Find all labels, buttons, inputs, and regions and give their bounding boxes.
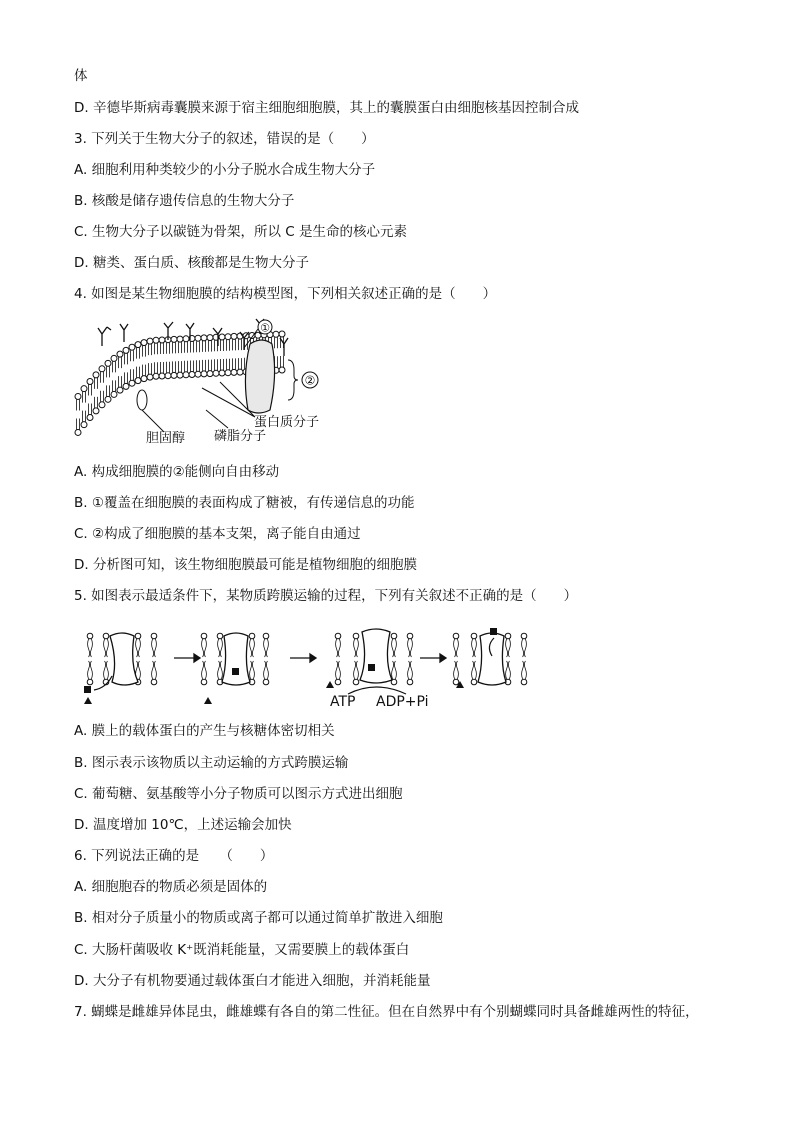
lipid-tail	[336, 661, 341, 679]
lipid-tail	[218, 661, 223, 679]
lipid-head	[391, 633, 397, 639]
lipid-tail	[104, 639, 109, 657]
lipid-head	[263, 679, 269, 685]
lipid-tail	[506, 639, 511, 657]
lipid-head	[111, 391, 117, 397]
label-cholesterol: 胆固醇	[146, 431, 186, 446]
lipid-head	[135, 342, 141, 348]
lipid-head	[87, 679, 93, 685]
lipid-head	[153, 373, 159, 379]
q6-option-a: A. 细胞胞吞的物质必须是固体的	[74, 879, 268, 895]
lipid-head	[279, 367, 285, 373]
lipid-head	[279, 331, 285, 337]
lipid-head	[471, 679, 477, 685]
lipid-head	[219, 370, 225, 376]
lipid-head	[237, 369, 243, 375]
lipid-tail	[472, 639, 477, 657]
lipid-head	[147, 338, 153, 344]
lipid-tail	[239, 358, 242, 369]
lipid-tail	[202, 661, 207, 679]
lipid-head	[103, 633, 109, 639]
lipid-tail	[454, 639, 459, 657]
lipid-head	[147, 374, 153, 380]
lipid-head	[201, 679, 207, 685]
lipid-head	[407, 633, 413, 639]
lipid-tail	[275, 337, 278, 348]
lipid-head	[453, 679, 459, 685]
lipid-tail	[101, 372, 104, 383]
lipid-tail	[95, 378, 98, 389]
lipid-head	[335, 679, 341, 685]
lipid-tail	[167, 362, 170, 373]
lipid-tail	[221, 340, 224, 351]
lipid-tail	[250, 661, 255, 679]
lipid-head	[141, 340, 147, 346]
leader-cholesterol	[142, 410, 164, 432]
lipid-tail	[137, 348, 140, 359]
lipid-tail	[77, 399, 80, 410]
lipid-head	[195, 371, 201, 377]
lipid-tail	[161, 343, 164, 354]
lipid-tail	[101, 391, 104, 402]
lipid-head	[87, 633, 93, 639]
lipid-tail	[107, 366, 110, 377]
lipid-tail	[506, 661, 511, 679]
lipid-head	[123, 347, 129, 353]
lipid-head	[521, 633, 527, 639]
lipid-head	[171, 372, 177, 378]
lipid-tail	[227, 359, 230, 370]
q5-option-d: D. 温度增加 10℃，上述运输会加快	[74, 817, 292, 833]
q3-option-a: A. 细胞利用种类较少的小分子脱水合成生物大分子	[74, 162, 376, 178]
lipid-tail	[95, 397, 98, 408]
lipid-tail	[209, 341, 212, 352]
lipid-tail	[131, 369, 134, 380]
lipid-tail	[155, 343, 158, 354]
lipid-tail	[88, 661, 93, 679]
lipid-tail	[173, 361, 176, 372]
lipid-head	[219, 334, 225, 340]
lipid-head	[249, 633, 255, 639]
lipid-tail	[89, 384, 92, 395]
lipid-tail	[167, 343, 170, 354]
lipid-head	[123, 383, 129, 389]
lipid-tail	[408, 639, 413, 657]
lipid-tail	[89, 403, 92, 414]
lipid-tail	[354, 661, 359, 679]
lipid-tail	[113, 361, 116, 372]
q4-option-a: A. 构成细胞膜的②能侧向自由移动	[74, 464, 280, 480]
lipid-head	[135, 633, 141, 639]
line-1: D. 辛德毕斯病毒囊膜来源于宿主细胞细胞膜，其上的囊膜蛋白由细胞核基因控制合成	[74, 100, 579, 116]
lipid-head	[189, 372, 195, 378]
lipid-head	[81, 422, 87, 428]
q3-option-c: C. 生物大分子以碳链为骨架，所以 C 是生命的核心元素	[74, 224, 408, 240]
lipid-tail	[250, 639, 255, 657]
lipid-head	[93, 408, 99, 414]
label-phospholipid: 磷脂分子	[214, 429, 267, 444]
lipid-head	[87, 378, 93, 384]
lipid-head	[177, 336, 183, 342]
lipid-tail	[203, 341, 206, 352]
lipid-head	[177, 372, 183, 378]
lipid-head	[165, 373, 171, 379]
lipid-tail	[83, 392, 86, 403]
lipid-tail	[155, 362, 158, 373]
lipid-tail	[149, 363, 152, 374]
lipid-tail	[209, 360, 212, 371]
lipid-head	[105, 360, 111, 366]
label-adp-pi: ADP+Pi	[376, 694, 429, 710]
lipid-tail	[408, 661, 413, 679]
q6-option-c: C. 大肠杆菌吸收 K⁺既消耗能量，又需要膜上的载体蛋白	[74, 942, 410, 958]
lipid-head	[407, 679, 413, 685]
question-4-stem: 4. 如图是某生物细胞膜的结构模型图，下列相关叙述正确的是（ ）	[74, 286, 497, 302]
label-protein: 蛋白质分子	[254, 415, 320, 430]
lipid-head	[159, 373, 165, 379]
callout-2-label: ②	[304, 373, 316, 388]
lipid-head	[213, 370, 219, 376]
lipid-head	[201, 633, 207, 639]
lipid-head	[111, 355, 117, 361]
lipid-head	[117, 387, 123, 393]
q3-option-b: B. 核酸是储存遗传信息的生物大分子	[74, 193, 295, 209]
lipid-head	[171, 336, 177, 342]
lipid-head	[75, 393, 81, 399]
lipid-head	[153, 337, 159, 343]
question-3-stem: 3. 下列关于生物大分子的叙述，错误的是（ ）	[74, 131, 375, 147]
carrier-proteins	[110, 629, 506, 685]
lipid-tail	[143, 365, 146, 376]
q3-option-d: D. 糖类、蛋白质、核酸都是生物大分子	[74, 255, 309, 271]
lipid-head	[81, 386, 87, 392]
lipid-tail	[215, 340, 218, 351]
lipid-tail	[522, 639, 527, 657]
lipid-tail	[185, 361, 188, 372]
lipid-tail	[472, 661, 477, 679]
lipid-tail	[119, 357, 122, 368]
lipid-head	[87, 414, 93, 420]
lipid-tail	[392, 661, 397, 679]
lipid-head	[141, 376, 147, 382]
lipid-tail	[152, 639, 157, 657]
lipid-head	[117, 351, 123, 357]
lipid-tail	[264, 661, 269, 679]
lipid-tail	[131, 350, 134, 361]
lipid-tail	[354, 639, 359, 657]
lipid-head	[93, 372, 99, 378]
lipid-head	[225, 334, 231, 340]
lipid-tail	[149, 344, 152, 355]
lipid-head	[105, 396, 111, 402]
lipid-tail	[137, 367, 140, 378]
lipid-tail	[185, 342, 188, 353]
line-0: 体	[74, 68, 88, 84]
membrane-lipids	[87, 633, 527, 685]
lipid-tail	[107, 385, 110, 396]
lipid-tail	[264, 639, 269, 657]
protein-molecule	[245, 340, 274, 413]
lipid-tail	[336, 639, 341, 657]
lipid-tail	[143, 346, 146, 357]
lipid-head	[135, 378, 141, 384]
lipid-head	[231, 369, 237, 375]
lipid-head	[151, 679, 157, 685]
bracket-2	[288, 360, 298, 400]
q6-option-d: D. 大分子有机物要通过载体蛋白才能进入细胞，并消耗能量	[74, 973, 431, 989]
lipid-head	[225, 370, 231, 376]
lipid-tail	[113, 380, 116, 391]
lipid-tail	[191, 361, 194, 372]
q5-option-a: A. 膜上的载体蛋白的产生与核糖体密切相关	[74, 723, 335, 739]
lipid-tail	[233, 339, 236, 350]
q5-option-c: C. 葡萄糖、氨基酸等小分子物质可以图示方式进出细胞	[74, 786, 403, 802]
leader-phospholipid	[206, 410, 228, 428]
lipid-head	[217, 633, 223, 639]
lipid-tail	[522, 661, 527, 679]
lipid-tail	[191, 342, 194, 353]
lipid-tail	[179, 342, 182, 353]
lipid-head	[471, 633, 477, 639]
lipid-tail	[202, 639, 207, 657]
lipid-head	[273, 331, 279, 337]
lipid-head	[231, 333, 237, 339]
lipid-tail	[136, 639, 141, 657]
lipid-tail	[152, 661, 157, 679]
lipid-tail	[88, 639, 93, 657]
membrane-figure	[72, 314, 352, 450]
q4-option-c: C. ②构成了细胞膜的基本支架，离子能自由通过	[74, 526, 361, 542]
lipid-head	[195, 335, 201, 341]
q6-option-b: B. 相对分子质量小的物质或离子都可以通过简单扩散进入细胞	[74, 910, 443, 926]
lipid-tail	[392, 639, 397, 657]
lipid-head	[129, 344, 135, 350]
lipid-tail	[179, 361, 182, 372]
lipid-head	[505, 633, 511, 639]
lipid-head	[151, 633, 157, 639]
lipid-head	[201, 371, 207, 377]
lipid-tail	[454, 661, 459, 679]
process-arrows	[174, 654, 446, 662]
lipid-tail	[119, 376, 122, 387]
question-7-stem: 7. 蝴蝶是雌雄异体昆虫，雌雄蝶有各自的第二性征。但在自然界中有个别蝴蝶同时具备雌雄两性的特征，	[74, 1004, 699, 1020]
cargo-molecules	[84, 628, 497, 704]
lipid-head	[183, 372, 189, 378]
lipid-tail	[77, 418, 80, 429]
lipid-tail	[161, 362, 164, 373]
lipid-head	[159, 337, 165, 343]
transport-figure	[76, 624, 546, 710]
question-5-stem: 5. 如图表示最适条件下，某物质跨膜运输的过程，下列有关叙述不正确的是（ ）	[74, 588, 578, 604]
lipid-tail	[233, 358, 236, 369]
lipid-head	[521, 679, 527, 685]
lipid-head	[453, 633, 459, 639]
q5-option-b: B. 图示表示该物质以主动运输的方式跨膜运输	[74, 755, 349, 771]
lipid-head	[335, 633, 341, 639]
lipid-head	[75, 429, 81, 435]
question-6-stem: 6. 下列说法正确的是 （ ）	[74, 848, 274, 864]
lipid-head	[207, 371, 213, 377]
callout-1-label: ①	[260, 321, 270, 335]
q4-option-d: D. 分析图可知，该生物细胞膜最可能是植物细胞的细胞膜	[74, 557, 417, 573]
lipid-head	[353, 633, 359, 639]
lipid-tail	[125, 353, 128, 364]
lipid-head	[99, 366, 105, 372]
lipid-tail	[173, 342, 176, 353]
lipid-head	[263, 633, 269, 639]
cholesterol-marker	[137, 390, 147, 410]
lipid-tail	[281, 356, 284, 367]
lipid-head	[99, 402, 105, 408]
lipid-tail	[104, 661, 109, 679]
atp-hydrolysis-arrow	[348, 687, 406, 694]
lipid-head	[183, 336, 189, 342]
lipid-head	[207, 335, 213, 341]
lipid-tail	[221, 359, 224, 370]
lipid-tail	[227, 340, 230, 351]
lipid-tail	[83, 411, 86, 422]
lipid-tail	[125, 372, 128, 383]
lipid-tail	[197, 360, 200, 371]
lipid-tail	[215, 359, 218, 370]
lipid-tail	[239, 339, 242, 350]
lipid-tail	[203, 360, 206, 371]
lipid-head	[129, 380, 135, 386]
lipid-head	[353, 679, 359, 685]
q4-option-b: B. ①覆盖在细胞膜的表面构成了糖被，有传递信息的功能	[74, 495, 415, 511]
label-atp: ATP	[330, 694, 356, 710]
lipid-tail	[197, 341, 200, 352]
lipid-head	[201, 335, 207, 341]
lipid-tail	[218, 639, 223, 657]
